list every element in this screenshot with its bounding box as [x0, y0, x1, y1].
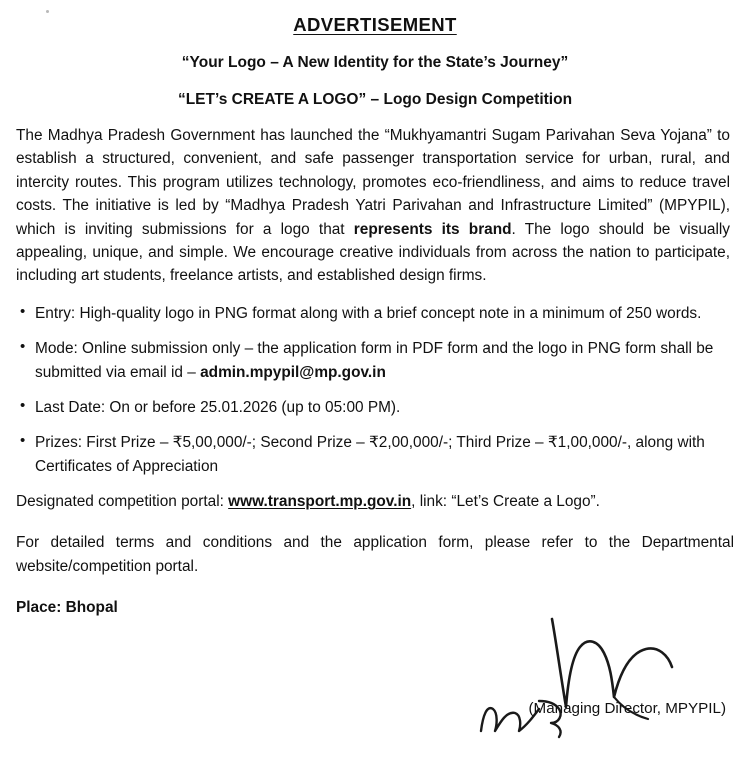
list-item-mode — [16, 337, 734, 384]
signature-designation: (Managing Director, MPYPIL) — [528, 700, 726, 718]
place-line: Place: Bhopal — [16, 599, 118, 617]
last-date-text: Last Date: On or before 25.01.2026 (up to 05:00 PM). — [35, 399, 401, 417]
prizes-text: Prizes: First Prize – ₹5,00,000/-; Second Prize – ₹2,00,000/-; Third Prize – ₹1,00,000/-, along with Certificates of Appreciation — [35, 434, 705, 475]
page-title: ADVERTISEMENT — [293, 14, 457, 35]
intro-paragraph — [16, 124, 734, 288]
list-item-prizes — [16, 431, 734, 478]
intro-bold-phrase: represents its brand — [353, 220, 512, 238]
submission-email[interactable]: admin.mpypil@mp.gov.in — [200, 363, 386, 381]
paper-speck — [46, 10, 49, 13]
entry-text: Entry: High-quality logo in PNG format along with a brief concept note in a minimum of 250 words. — [35, 304, 702, 322]
list-item-entry — [16, 302, 734, 325]
signature-area — [16, 621, 734, 731]
portal-link[interactable]: www.transport.mp.gov.in — [228, 493, 412, 511]
intro-text-second: . The logo should be visually appealing, unique, and simple. We encourage creative individuals from across the nation to participate, including art students, freelance artists, and established design firms. — [16, 220, 730, 285]
portal-prefix-text: Designated competition portal: — [16, 493, 229, 511]
details-list — [16, 302, 734, 478]
subtitle-tagline: “Your Logo – A New Identity for the State’s Journey” — [181, 54, 569, 71]
subtitle-competition: “LET’s CREATE A LOGO” – Logo Design Competition — [177, 91, 573, 108]
list-item-last-date — [16, 396, 734, 419]
terms-paragraph: For detailed terms and conditions and the application form, please refer to the Departmental website/competition portal. — [16, 534, 734, 575]
mode-text: Mode: Online submission only – the application form in PDF form and the logo in PNG form shall be submitted via email id – — [35, 340, 714, 381]
intro-text-first: The Madhya Pradesh Government has launched the “Mukhyamantri Sugam Parivahan Seva Yojana” to establish a structured, convenient, and safe passenger transportation service for urban, rural, and intercity routes. This program utilizes technology, promotes eco-friendliness, and aims to reduce travel costs. The initiative is led by “Madhya Pradesh Yatri Parivahan and Infrastructure Limited” (MPYPIL), which is inviting submissions for a logo that — [16, 127, 730, 238]
portal-line — [16, 490, 734, 513]
portal-suffix-text: , link: “Let’s Create a Logo”. — [411, 493, 600, 511]
